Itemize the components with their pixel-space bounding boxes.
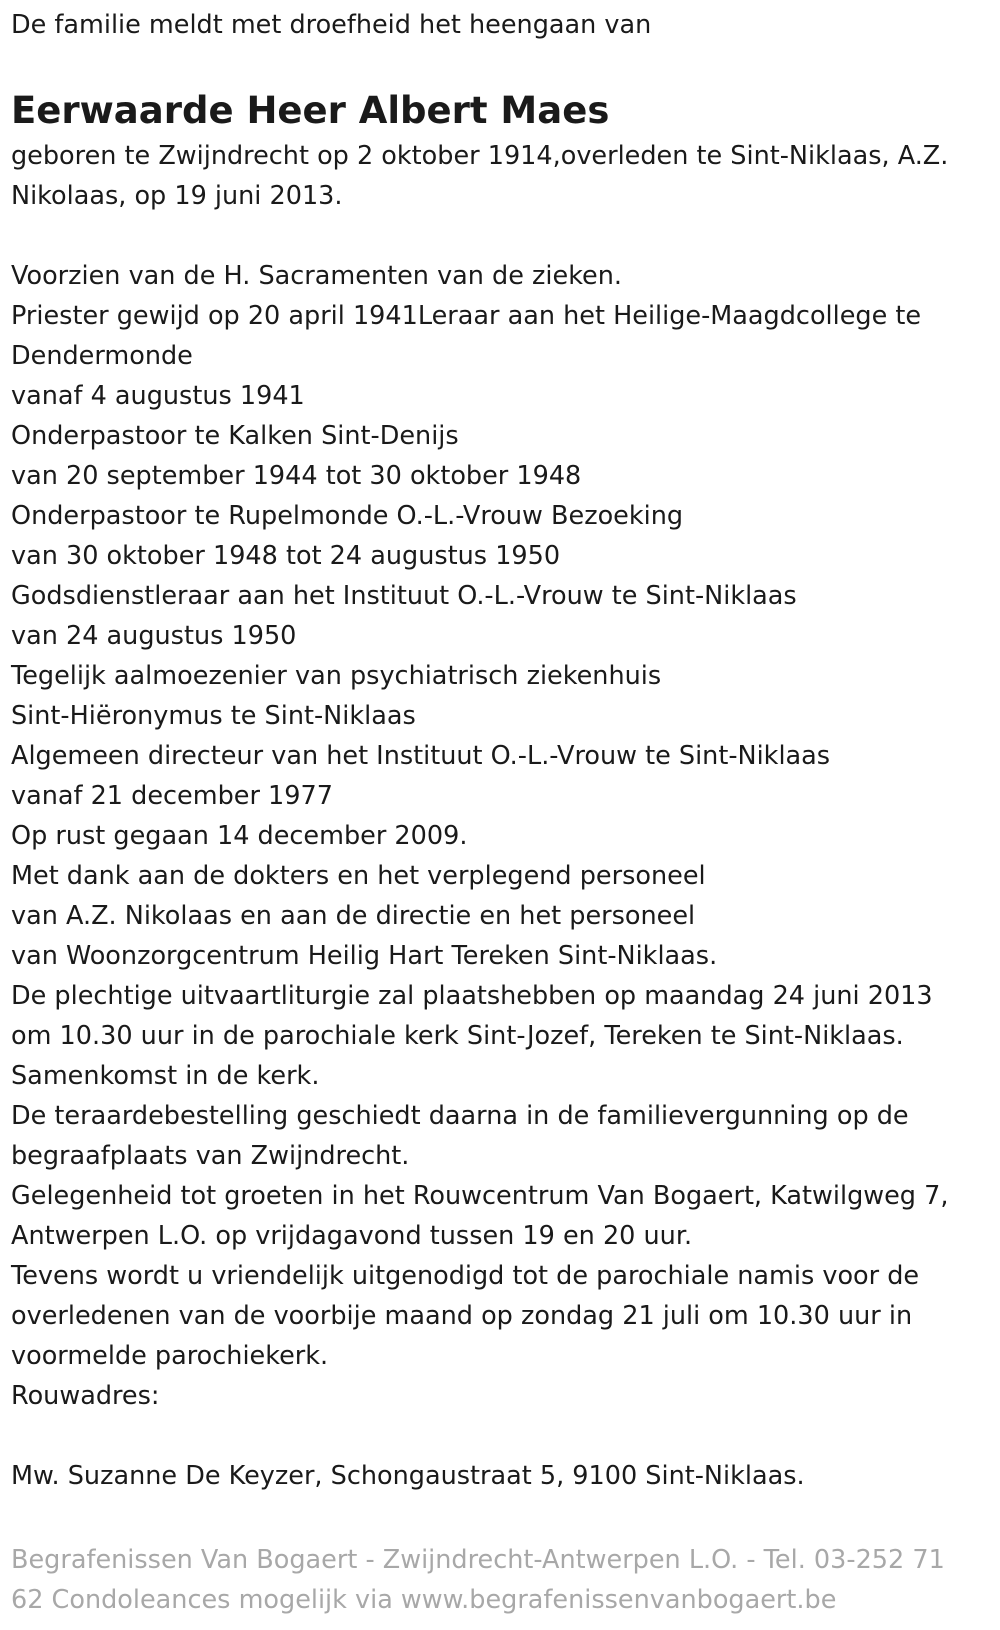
body-line: van A.Z. Nikolaas en aan de directie en het personeel: [11, 901, 696, 931]
body-line: Met dank aan de dokters en het verplegend personeel: [11, 861, 706, 891]
birth-line-1: geboren te Zwijndrecht op 2 oktober 1914,overleden te Sint-Niklaas, A.Z.: [11, 141, 949, 171]
body-line: Gelegenheid tot groeten in het Rouwcentrum Van Bogaert, Katwilgweg 7,: [11, 1181, 949, 1211]
body-line: Samenkomst in de kerk.: [11, 1061, 320, 1091]
body-line: voormelde parochiekerk.: [11, 1341, 329, 1371]
body-line: Antwerpen L.O. op vrijdagavond tussen 19 en 20 uur.: [11, 1221, 693, 1251]
spacer: [11, 1416, 989, 1456]
spacer: [11, 216, 989, 256]
body-line: vanaf 4 augustus 1941: [11, 381, 305, 411]
body-line: Sint-Hiëronymus te Sint-Niklaas: [11, 701, 416, 731]
body-line: De plechtige uitvaartliturgie zal plaatshebben op maandag 24 juni 2013: [11, 981, 933, 1011]
body-line: Tegelijk aalmoezenier van psychiatrisch ziekenhuis: [11, 661, 662, 691]
body-line: Onderpastoor te Rupelmonde O.-L.-Vrouw Bezoeking: [11, 501, 684, 531]
body-line: Dendermonde: [11, 341, 193, 371]
body-line: van 30 oktober 1948 tot 24 augustus 1950: [11, 541, 561, 571]
body-line: van 24 augustus 1950: [11, 621, 297, 651]
body-line: Rouwadres:: [11, 1381, 160, 1411]
body-line: Priester gewijd op 20 april 1941Leraar aan het Heilige-Maagdcollege te: [11, 301, 922, 331]
birth-line-2: Nikolaas, op 19 juni 2013.: [11, 181, 343, 211]
funeral-home-footer: [11, 1540, 991, 1620]
body-line: Voorzien van de H. Sacramenten van de zieken.: [11, 261, 623, 291]
body-line: De teraardebestelling geschiedt daarna in de familievergunning op de: [11, 1101, 909, 1131]
footer-line-1: Begrafenissen Van Bogaert - Zwijndrecht-Antwerpen L.O. - Tel. 03-252 71: [11, 1545, 945, 1575]
body-line: van Woonzorgcentrum Heilig Hart Tereken Sint-Niklaas.: [11, 941, 718, 971]
body-line: begraafplaats van Zwijndrecht.: [11, 1141, 410, 1171]
body-line: om 10.30 uur in de parochiale kerk Sint-Jozef, Tereken te Sint-Niklaas.: [11, 1021, 904, 1051]
body-line: Godsdienstleraar aan het Instituut O.-L.-Vrouw te Sint-Niklaas: [11, 581, 797, 611]
body-line: Tevens wordt u vriendelijk uitgenodigd tot de parochiale namis voor de: [11, 1261, 920, 1291]
intro-text: De familie meldt met droefheid het heengaan van: [11, 10, 652, 40]
footer-line-2: 62 Condoleances mogelijk via www.begrafenissenvanbogaert.be: [11, 1585, 837, 1615]
body-line: vanaf 21 december 1977: [11, 781, 333, 811]
mourning-address: Mw. Suzanne De Keyzer, Schongaustraat 5, 9100 Sint-Niklaas.: [11, 1461, 805, 1491]
deceased-name: Eerwaarde Heer Albert Maes: [11, 89, 610, 132]
obituary-body: [11, 256, 989, 1416]
body-line: overledenen van de voorbije maand op zondag 21 juli om 10.30 uur in: [11, 1301, 913, 1331]
body-line: van 20 september 1944 tot 30 oktober 1948: [11, 461, 582, 491]
body-line: Op rust gegaan 14 december 2009.: [11, 821, 468, 851]
body-line: Algemeen directeur van het Instituut O.-L.-Vrouw te Sint-Niklaas: [11, 741, 831, 771]
body-line: Onderpastoor te Kalken Sint-Denijs: [11, 421, 459, 451]
